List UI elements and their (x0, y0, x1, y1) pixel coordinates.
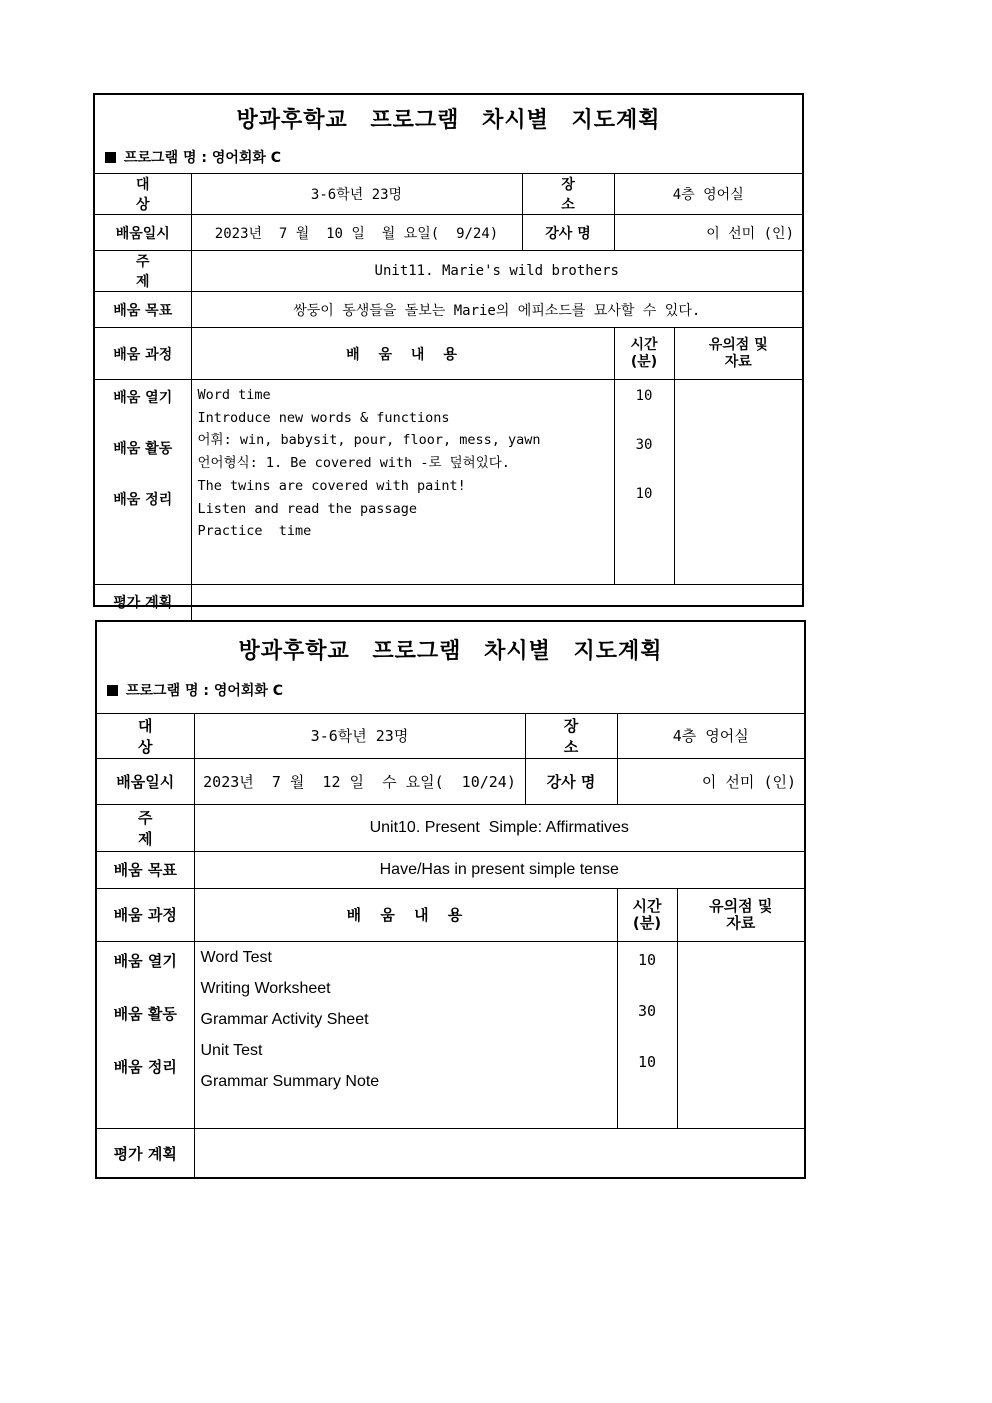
plan-table (97, 714, 804, 1179)
content-line: Listen and read the passage (197, 500, 417, 517)
square-bullet-icon (105, 152, 116, 163)
program-name-text: 프로그램 명 : 영어회화 C (124, 150, 282, 166)
plan-header (95, 95, 802, 174)
date-value: 2023년 7 월 12 일 수 요일( 10/24) (194, 758, 525, 804)
time-header: 시간 (분) (617, 888, 677, 941)
goal-label: 배움 목표 (95, 292, 191, 328)
goal-label: 배움 목표 (97, 851, 194, 888)
time-activity: 30 (637, 1001, 657, 1020)
plan-header (97, 622, 804, 714)
teacher-value: 이 선미 (인) (617, 758, 804, 804)
content-line: Word time (197, 387, 271, 403)
target-value: 3-6학년 23명 (191, 174, 522, 215)
content-header: 배 움 내 용 (191, 328, 614, 380)
notes-cell (677, 941, 804, 1128)
stage-activity: 배움 활동 (113, 1004, 177, 1023)
goal-value: Have/Has in present simple tense (194, 851, 804, 888)
place-label: 장 소 (525, 714, 617, 758)
date-label: 배움일시 (95, 215, 191, 251)
content-line: Practice time (197, 523, 312, 540)
process-label: 배움 과정 (95, 328, 191, 380)
content-line: Word Test (200, 948, 272, 966)
notes-cell (674, 380, 802, 585)
time-close: 10 (637, 1052, 657, 1071)
square-bullet-icon (107, 685, 118, 696)
program-name (105, 147, 281, 167)
target-label: 대 상 (95, 174, 191, 215)
eval-value (194, 1128, 804, 1179)
topic-label: 주 제 (95, 251, 191, 292)
stage-open: 배움 열기 (113, 951, 177, 970)
topic-label: 주 제 (97, 804, 194, 851)
stage-activity: 배움 활동 (113, 441, 173, 457)
content-line: Introduce new words & functions (197, 409, 450, 426)
content-line: 어휘: win, babysit, pour, floor, mess, yawn (197, 432, 541, 449)
date-value: 2023년 7 월 10 일 월 요일( 9/24) (191, 215, 522, 251)
time-cell (617, 941, 677, 1128)
content-line: Writing Worksheet (200, 979, 331, 997)
process-label: 배움 과정 (97, 888, 194, 941)
stage-cell (97, 941, 194, 1128)
stage-open: 배움 열기 (113, 390, 173, 406)
time-open: 10 (635, 388, 653, 404)
notes-header: 유의점 및 자료 (674, 328, 802, 380)
content-cell (194, 941, 617, 1128)
content-cell (191, 380, 614, 585)
content-header: 배 움 내 용 (194, 888, 617, 941)
eval-label: 평가 계획 (95, 585, 191, 620)
place-label: 장 소 (522, 174, 614, 215)
stage-cell (95, 380, 191, 585)
eval-label: 평가 계획 (97, 1128, 194, 1179)
content-line: Unit Test (200, 1041, 263, 1059)
eval-value (191, 585, 802, 620)
time-cell (614, 380, 674, 585)
target-value: 3-6학년 23명 (194, 714, 525, 758)
plan-title: 방과후학교 프로그램 차시별 지도계획 (236, 107, 661, 133)
place-value: 4층 영어실 (614, 174, 802, 215)
program-name-text: 프로그램 명 : 영어회화 C (126, 683, 284, 699)
stage-close: 배움 정리 (113, 492, 173, 508)
plan-table (95, 174, 802, 620)
program-name (107, 680, 283, 700)
target-label: 대 상 (97, 714, 194, 758)
content-line: 언어형식: 1. Be covered with -로 덮혀있다. (197, 455, 510, 472)
topic-value: Unit11. Marie's wild brothers (191, 251, 802, 292)
content-line: The twins are covered with paint! (197, 477, 466, 494)
place-value: 4층 영어실 (617, 714, 804, 758)
notes-header: 유의점 및 자료 (677, 888, 804, 941)
lesson-plan-1 (93, 93, 804, 612)
time-close: 10 (635, 486, 653, 502)
time-header: 시간 (분) (614, 328, 674, 380)
topic-value: Unit10. Present Simple: Affirmatives (194, 804, 804, 851)
stage-close: 배움 정리 (113, 1057, 177, 1076)
time-activity: 30 (635, 437, 653, 453)
content-line: Grammar Summary Note (200, 1072, 380, 1090)
teacher-value: 이 선미 (인) (614, 215, 802, 251)
date-label: 배움일시 (97, 758, 194, 804)
content-line: Grammar Activity Sheet (200, 1010, 369, 1028)
lesson-plan-2 (95, 620, 806, 1179)
teacher-label: 강사 명 (525, 758, 617, 804)
plan-title: 방과후학교 프로그램 차시별 지도계획 (238, 638, 663, 664)
teacher-label: 강사 명 (522, 215, 614, 251)
goal-value: 쌍둥이 동생들을 돌보는 Marie의 에피소드를 묘사할 수 있다. (191, 292, 802, 328)
time-open: 10 (637, 950, 657, 969)
